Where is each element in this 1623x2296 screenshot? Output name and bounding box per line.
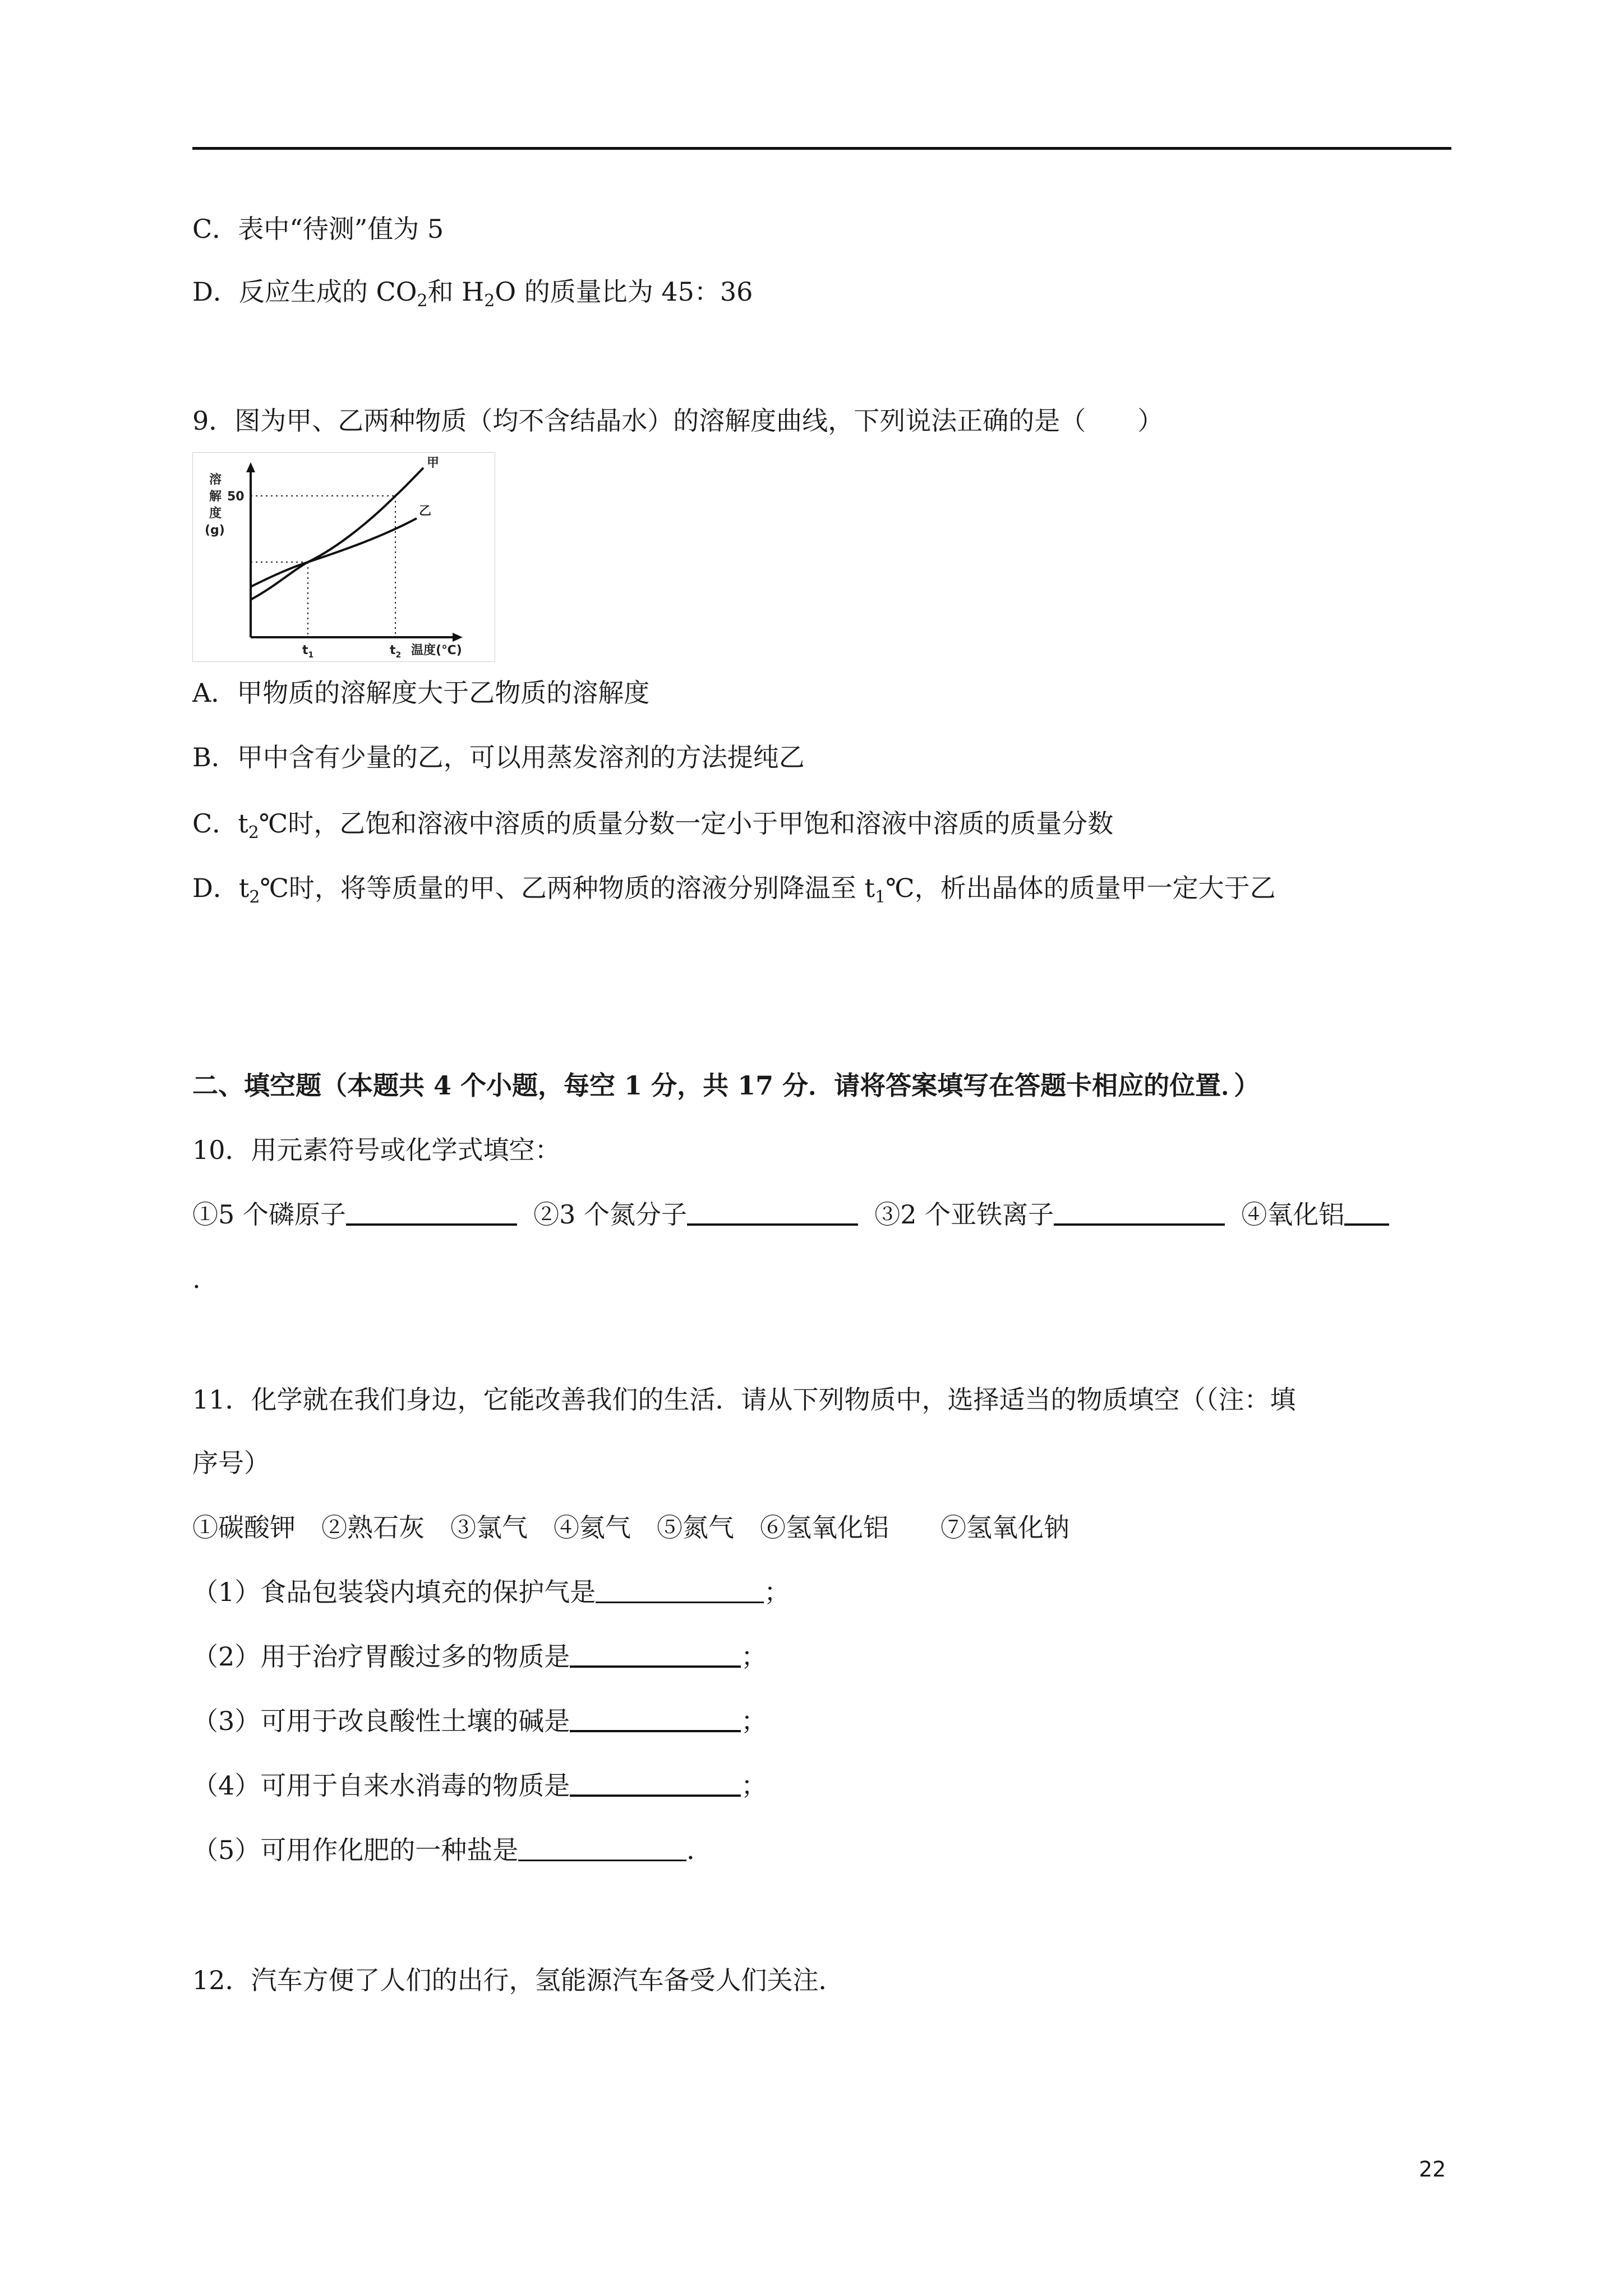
q9-option-b-text: B．甲中含有少量的乙，可以用蒸发溶剂的方法提纯乙 <box>192 742 805 772</box>
q10-blank-1[interactable] <box>346 1201 517 1226</box>
q10-item-4: ④氧化铝 <box>1241 1199 1345 1230</box>
q11-blank-2[interactable] <box>570 1643 741 1668</box>
q9-option-d-text-2: ℃时，将等质量的甲、乙两种物质的溶液分别降温至 t <box>260 873 875 903</box>
section-2-heading <box>192 1069 1260 1102</box>
q10-item-3: ③2 个亚铁离子 <box>874 1199 1054 1230</box>
series-label-yi: 乙 <box>419 504 432 518</box>
q10-stem-text: 10．用元素符号或化学式填空： <box>192 1135 561 1165</box>
q11-blank-4[interactable] <box>570 1772 741 1797</box>
q8-option-d <box>192 275 753 318</box>
q11-sub-3-end: ； <box>741 1706 767 1736</box>
q9-stem-text: 9．图为甲、乙两种物质（均不含结晶水）的溶解度曲线，下列说法正确的是（ ） <box>192 406 1164 436</box>
q9-option-d-text-1: D．t <box>192 873 250 903</box>
q9-option-a <box>192 676 649 710</box>
t2-subscript: 2 <box>248 823 259 843</box>
figure-frame <box>192 452 495 662</box>
q9-option-d <box>192 871 1276 914</box>
header-rule <box>192 147 1451 150</box>
q9-option-c-text-2: ℃时，乙饱和溶液中溶质的质量分数一定小于甲饱和溶液中溶质的质量分数 <box>259 808 1114 839</box>
q10-blank-4[interactable] <box>1344 1201 1389 1226</box>
q10-end-text: . <box>192 1264 201 1294</box>
q11-options <box>192 1511 1069 1544</box>
q12-stem <box>192 1963 845 1997</box>
ylabel-unit: (g) <box>205 523 225 537</box>
q11-sub-1 <box>192 1575 790 1609</box>
q10-item-1: ①5 个磷原子 <box>192 1199 346 1230</box>
ylabel-char-1: 溶 <box>209 473 222 487</box>
co2-subscript: 2 <box>417 291 428 311</box>
q11-options-text: ①碳酸钾 ②熟石灰 ③氯气 ④氦气 ⑤氮气 ⑥氢氧化铝 ⑦氢氧化钠 <box>192 1512 1069 1543</box>
q11-sub-2-text: （2）用于治疗胃酸过多的物质是 <box>192 1641 570 1672</box>
q9-option-d-text-3: ℃，析出晶体的质量甲一定大于乙 <box>886 873 1276 903</box>
series-label-jia: 甲 <box>427 456 440 470</box>
q8-option-d-text-1: D．反应生成的 CO <box>192 277 417 307</box>
q9-option-c-text-1: C．t <box>192 808 248 839</box>
q11-sub-5 <box>192 1833 712 1867</box>
q8-option-d-text-3: O 的质量比为 45：36 <box>495 277 753 307</box>
x-axis-label: 温度(℃) <box>411 643 462 657</box>
q11-sub-1-end: ； <box>764 1577 790 1607</box>
x-tick-t2: $t_2$ <box>390 643 402 660</box>
q11-sub-3 <box>192 1704 767 1738</box>
q11-blank-3[interactable] <box>570 1708 741 1732</box>
q11-sub-2-end: ； <box>741 1641 767 1672</box>
q8-option-d-text-2: 和 H <box>427 277 485 307</box>
ylabel-char-3: 度 <box>209 507 222 521</box>
q11-sub-5-text: （5）可用作化肥的一种盐是 <box>192 1835 519 1865</box>
q10-blank-2[interactable] <box>687 1201 858 1226</box>
t1-subscript: 1 <box>875 887 886 907</box>
q11-blank-5[interactable] <box>518 1837 686 1861</box>
q11-sub-5-end: ． <box>686 1835 713 1865</box>
page-number: 22 <box>1419 2157 1446 2182</box>
q10-item-2: ②3 个氮分子 <box>533 1199 688 1230</box>
q9-stem <box>192 404 1163 438</box>
h2o-subscript: 2 <box>484 291 495 311</box>
y-tick-50: 50 <box>227 490 245 504</box>
q10-stem <box>192 1133 561 1167</box>
q12-stem-text: 12．汽车方便了人们的出行，氢能源汽车备受人们关注． <box>192 1965 845 1995</box>
solubility-curve-figure <box>192 452 495 662</box>
q11-sub-4-end: ； <box>741 1770 767 1801</box>
t2-subscript: 2 <box>249 887 260 907</box>
q11-sub-4 <box>192 1769 767 1802</box>
q9-option-c <box>192 807 1113 850</box>
x-tick-t1: $t_1$ <box>302 643 314 660</box>
q11-sub-4-text: （4）可用于自来水消毒的物质是 <box>192 1770 570 1801</box>
q11-stem-text-1: 11．化学就在我们身边，它能改善我们的生活．请从下列物质中，选择适当的物质填空（（注：填 <box>192 1384 1296 1415</box>
q9-option-b <box>192 740 805 774</box>
q11-stem-line-1 <box>192 1383 1296 1416</box>
q9-option-a-text: A．甲物质的溶解度大于乙物质的溶解度 <box>192 678 650 708</box>
q10-end <box>192 1262 201 1296</box>
section-2-heading-text: 二、填空题（本题共 4 个小题，每空 1 分，共 17 分．请将答案填写在答题卡相应的位置．） <box>192 1070 1260 1101</box>
q11-stem-text-2: 序号） <box>192 1448 270 1478</box>
q11-sub-3-text: （3）可用于改良酸性土壤的碱是 <box>192 1706 570 1736</box>
q11-stem-line-2 <box>192 1446 270 1480</box>
q11-blank-1[interactable] <box>596 1579 764 1603</box>
q8-option-c-text: C．表中“待测”值为 5 <box>192 214 444 244</box>
q11-sub-1-text: （1）食品包装袋内填充的保护气是 <box>192 1577 596 1607</box>
ylabel-char-2: 解 <box>209 490 222 504</box>
q8-option-c <box>192 212 444 246</box>
q11-sub-2 <box>192 1640 767 1673</box>
q10-blank-3[interactable] <box>1054 1201 1225 1226</box>
q10-items <box>192 1198 1389 1231</box>
